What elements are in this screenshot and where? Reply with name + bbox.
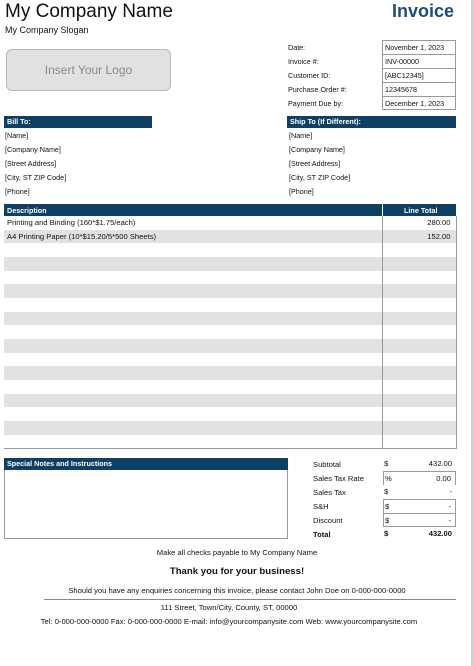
- line-item-total: [382, 435, 456, 449]
- line-items-body: [4, 216, 456, 448]
- table-row: [4, 271, 456, 285]
- ship-to-header: Ship To (If Different):: [287, 116, 456, 128]
- line-item-total: [382, 421, 456, 435]
- meta-value-customer-id[interactable]: [ABC12345]: [382, 68, 456, 82]
- ship-to-company[interactable]: [Company Name]: [289, 145, 345, 154]
- table-row: [4, 366, 456, 380]
- totals-row-discount: [313, 513, 456, 527]
- logo-placeholder-label: Insert Your Logo: [44, 63, 133, 77]
- total-value: 432.00: [428, 529, 452, 538]
- totals-block: [313, 457, 456, 541]
- table-row: [4, 312, 456, 326]
- line-item-description[interactable]: [4, 298, 382, 312]
- table-header-row: [4, 204, 456, 216]
- table-row: [4, 298, 456, 312]
- totals-row-subtotal: [313, 457, 456, 471]
- notes-header: Special Notes and Instructions: [4, 458, 288, 470]
- checks-payable-note: Make all checks payable to My Company Name: [156, 548, 318, 557]
- table-row: [4, 216, 456, 230]
- line-item-total: [382, 243, 456, 257]
- thank-you-message: Thank you for your business!: [169, 566, 305, 577]
- ship-to-name[interactable]: [Name]: [289, 131, 313, 140]
- table-row: [4, 353, 456, 367]
- column-header-line-total: Line Total: [382, 204, 456, 216]
- totals-label: Discount: [313, 515, 343, 525]
- document-title: Invoice: [391, 1, 454, 21]
- line-item-total: [382, 284, 456, 298]
- line-item-total: [382, 257, 456, 271]
- meta-label: Customer ID:: [288, 70, 331, 80]
- line-item-description[interactable]: [4, 353, 382, 367]
- line-item-description[interactable]: A4 Printing Paper (10*$15.20/5*500 Sheets): [4, 230, 382, 244]
- meta-label: Date:: [288, 42, 306, 52]
- sales-tax-value: -: [449, 487, 452, 496]
- table-row: [4, 339, 456, 353]
- ship-to-city[interactable]: [City, ST ZIP Code]: [289, 173, 351, 182]
- table-row: [4, 257, 456, 271]
- currency-symbol: $: [383, 513, 397, 527]
- line-item-description[interactable]: [4, 325, 382, 339]
- line-item-description[interactable]: [4, 407, 382, 421]
- percent-symbol: %: [383, 471, 397, 485]
- totals-label: Total: [313, 529, 331, 539]
- line-item-description[interactable]: [4, 243, 382, 257]
- meta-value-purchase-order[interactable]: 12345678: [382, 82, 456, 96]
- company-name: My Company Name: [5, 1, 173, 22]
- meta-row-customer-id: [288, 68, 456, 82]
- currency-symbol: $: [383, 499, 397, 513]
- totals-label: S&H: [313, 501, 329, 511]
- line-item-total: 280.00: [382, 216, 456, 230]
- totals-row-shipping: [313, 499, 456, 513]
- currency-symbol: $: [384, 529, 389, 538]
- totals-label: Sales Tax Rate: [313, 473, 364, 483]
- line-item-total: 152.00: [382, 230, 456, 244]
- meta-row-purchase-order: [288, 82, 456, 96]
- column-header-description: Description: [4, 204, 382, 216]
- line-item-description[interactable]: [4, 271, 382, 285]
- bill-to-header: Bill To:: [4, 116, 152, 128]
- line-item-total: [382, 271, 456, 285]
- company-contact: Tel: 0-000-000-0000 Fax: 0-000-000-0000 E-mail: info@yourcompanysite.com Web: www.yourcompanysite.com: [40, 617, 418, 626]
- totals-row-sales-tax: [313, 485, 456, 499]
- bill-to-company[interactable]: [Company Name]: [5, 145, 61, 154]
- shipping-value[interactable]: -: [397, 499, 456, 513]
- bill-to-phone[interactable]: [Phone]: [5, 187, 30, 196]
- line-item-total: [382, 366, 456, 380]
- line-item-total: [382, 380, 456, 394]
- meta-value-date[interactable]: November 1, 2023: [382, 40, 456, 54]
- logo-placeholder[interactable]: [6, 49, 171, 91]
- table-row: [4, 325, 456, 339]
- table-row: [4, 407, 456, 421]
- line-item-total: [382, 353, 456, 367]
- table-row: [4, 394, 456, 408]
- notes-field[interactable]: [4, 470, 288, 539]
- table-row: [4, 435, 456, 449]
- meta-label: Invoice #:: [288, 56, 319, 66]
- line-item-description[interactable]: [4, 339, 382, 353]
- bill-to-name[interactable]: [Name]: [5, 131, 29, 140]
- table-row: [4, 243, 456, 257]
- footer-divider: [44, 599, 456, 600]
- line-item-description[interactable]: Printing and Binding (160*$1.75/each): [7, 218, 136, 228]
- tax-rate-value[interactable]: 0.00: [397, 471, 456, 485]
- currency-symbol: $: [384, 487, 389, 496]
- currency-symbol: $: [384, 459, 389, 468]
- line-item-description[interactable]: [4, 394, 382, 408]
- ship-to-phone[interactable]: [Phone]: [289, 187, 314, 196]
- line-item-total: [382, 312, 456, 326]
- meta-label: Payment Due by:: [288, 98, 344, 108]
- ship-to-street[interactable]: [Street Address]: [289, 159, 341, 168]
- table-row: [4, 380, 456, 394]
- subtotal-value: 432.00: [428, 459, 452, 468]
- meta-label: Purchase Order #:: [288, 84, 347, 94]
- bill-to-street[interactable]: [Street Address]: [5, 159, 57, 168]
- enquiries-note: Should you have any enquiries concerning this invoice, please contact John Doe on 0-000-000-0000: [68, 586, 406, 595]
- line-items-table: [4, 204, 457, 449]
- totals-label: Sales Tax: [313, 487, 346, 497]
- totals-row-tax-rate: [313, 471, 456, 485]
- line-item-description[interactable]: [4, 257, 382, 271]
- ship-to-address: [289, 129, 449, 199]
- bill-to-address: [5, 129, 155, 199]
- company-address: 111 Street, Town/City, County, ST, 00000: [160, 603, 298, 612]
- company-slogan: My Company Slogan: [5, 25, 89, 35]
- meta-row-invoice-number: [288, 54, 456, 68]
- line-item-description[interactable]: [4, 421, 382, 435]
- line-item-description[interactable]: [4, 435, 382, 449]
- line-item-description[interactable]: [4, 366, 382, 380]
- meta-value-payment-due[interactable]: December 1, 2023: [382, 96, 456, 110]
- line-item-description[interactable]: [4, 284, 382, 298]
- invoice-meta: [288, 40, 456, 110]
- line-item-total: [382, 394, 456, 408]
- table-row: [4, 284, 456, 298]
- line-item-description[interactable]: [4, 380, 382, 394]
- meta-row-payment-due: [288, 96, 456, 110]
- bill-to-city[interactable]: [City, ST ZIP Code]: [5, 173, 67, 182]
- meta-value-invoice-number[interactable]: INV-00000: [382, 54, 456, 68]
- line-item-total: [382, 325, 456, 339]
- line-item-total: [382, 339, 456, 353]
- table-row: [4, 230, 456, 244]
- line-item-total: [382, 298, 456, 312]
- meta-row-date: [288, 40, 456, 54]
- line-item-description[interactable]: [4, 312, 382, 326]
- totals-row-total: [313, 527, 456, 541]
- table-row: [4, 421, 456, 435]
- totals-label: Subtotal: [313, 459, 341, 469]
- line-item-total: [382, 407, 456, 421]
- discount-value[interactable]: -: [397, 513, 456, 527]
